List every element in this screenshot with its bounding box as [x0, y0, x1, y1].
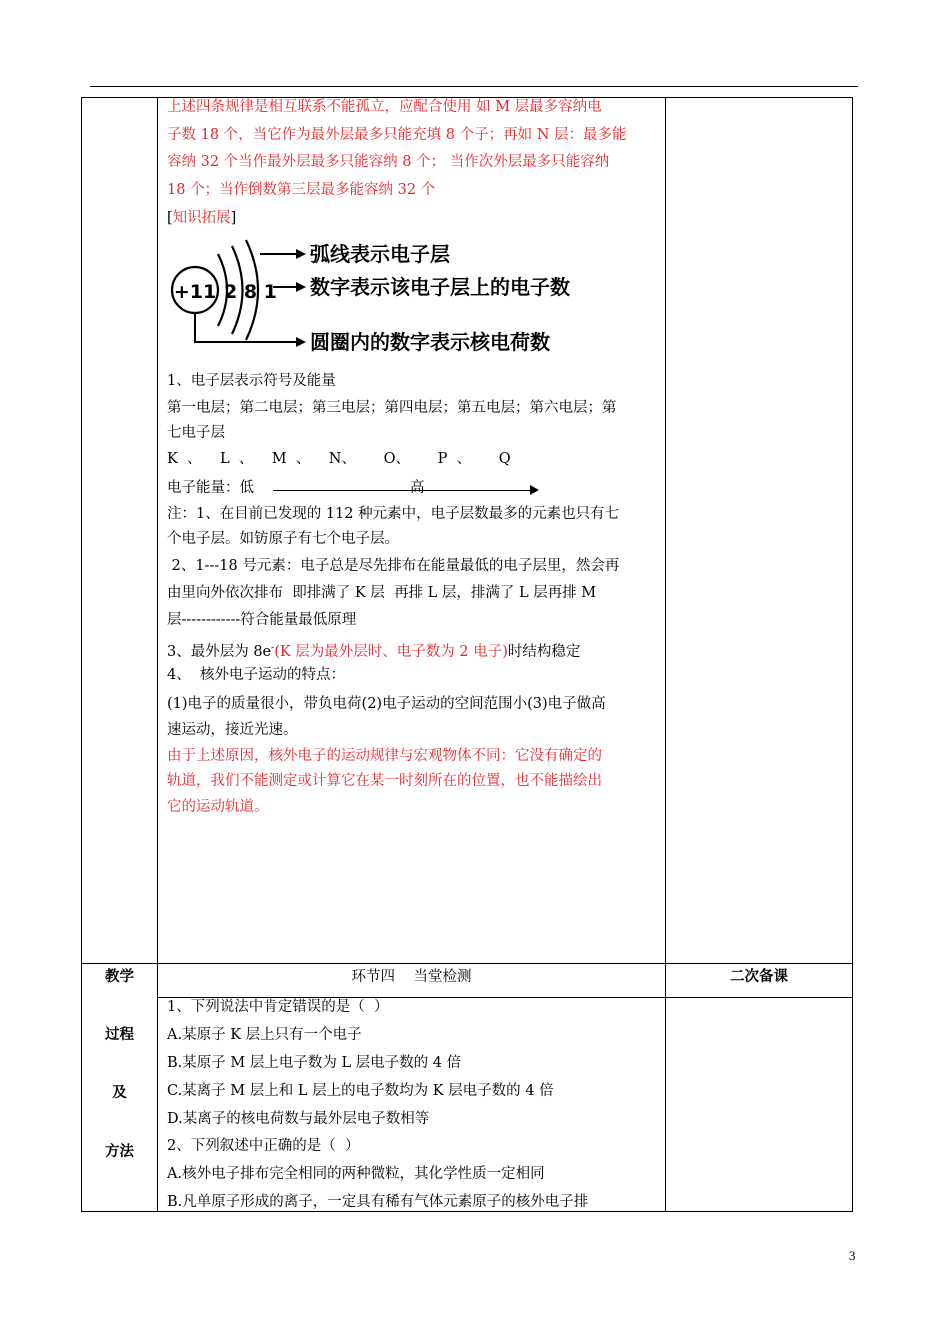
quiz-line: 2、下列叙述中正确的是（ ） — [167, 1138, 360, 1154]
left-col-label-method: 方法 — [105, 1144, 134, 1160]
red-explanation-line: 它的运动轨道。 — [167, 799, 269, 815]
quiz-line: D.某离子的核电荷数与最外层电子数相等 — [167, 1111, 430, 1127]
point4-line: (1)电子的质量很小，带负电荷(2)电子运动的空间范围小(3)电子做高 — [167, 696, 606, 712]
point4-line: 速运动，接近光速。 — [167, 722, 298, 738]
section4-header: 环节四 当堂检测 — [351, 969, 472, 985]
red-explanation-line: 由于上述原因，核外电子的运动规律与宏观物体不同：它没有确定的 — [167, 748, 602, 764]
shell-symbols: K 、 L 、 M 、 N、 O、 P 、 Q — [167, 451, 511, 467]
table-cell-notes-lower — [665, 997, 853, 1212]
point4-title: 4、 核外电子运动的特点： — [167, 667, 345, 683]
rule-text-line: 18 个；当作倒数第三层最多能容纳 32 个 — [167, 182, 436, 198]
left-col-label-and: 及 — [112, 1085, 127, 1101]
left-col-label-process: 过程 — [105, 1027, 134, 1043]
atom-structure-diagram — [160, 232, 660, 362]
point3-line: 3、最外层为 8e-(K 层为最外层时、电子数为 2 电子)时结构稳定 — [167, 643, 581, 660]
rule-text-line: 容纳 32 个当作最外层最多只能容纳 8 个； 当作次外层最多只能容纳 — [167, 154, 610, 170]
quiz-line: A.某原子 K 层上只有一个电子 — [167, 1027, 362, 1043]
red-explanation-line: 轨道，我们不能测定或计算它在某一时刻所在的位置，也不能描绘出 — [167, 773, 602, 789]
section1-title: 1、电子层表示符号及能量 — [167, 373, 336, 389]
note-line: 个电子层。如钫原子有七个电子层。 — [167, 531, 399, 547]
layers-line: 第一电层；第二电层；第三电层；第四电层；第五电层；第六电层；第 — [167, 400, 617, 416]
energy-high: 高 — [410, 480, 425, 496]
knowledge-extension-label: [知识拓展] — [167, 210, 237, 226]
label-number: 数字表示该电子层上的电子数 — [310, 275, 570, 299]
rule-text-line: 上述四条规律是相互联系不能孤立，应配合使用 如 M 层最多容纳电 — [167, 99, 602, 115]
note-line: 2、1---18 号元素：电子总是尽先排布在能量最低的电子层里，然会再 — [167, 558, 620, 574]
quiz-line: 1、下列说法中肯定错误的是（ ） — [167, 999, 389, 1015]
left-col-label-teaching: 教学 — [105, 969, 134, 985]
note-line: 注：1、在目前已发现的 112 种元素中，电子层数最多的元素也只有七 — [167, 506, 620, 522]
electron-counts: 2 8 1 — [224, 281, 277, 303]
table-cell-notes-upper — [665, 97, 853, 964]
layers-line: 七电子层 — [167, 425, 225, 441]
note-line: 由里向外依次排布 即排满了 K 层 再排 L 层，排满了 L 层再排 M — [167, 585, 597, 601]
table-cell-left-upper — [81, 97, 158, 964]
second-prep-header: 二次备课 — [730, 969, 788, 985]
nucleus-charge: +11 — [173, 281, 217, 303]
quiz-line: A.核外电子排布完全相同的两种微粒，其化学性质一定相同 — [167, 1166, 545, 1182]
quiz-line: B.凡单原子形成的离子，一定具有稀有气体元素原子的核外电子排 — [167, 1194, 589, 1210]
quiz-line: C.某离子 M 层上和 L 层上的电子数均为 K 层电子数的 4 倍 — [167, 1083, 554, 1099]
header-rule — [90, 86, 858, 87]
energy-label: 电子能量：低 — [167, 480, 254, 496]
label-arc: 弧线表示电子层 — [310, 242, 450, 266]
quiz-line: B.某原子 M 层上电子数为 L 层电子数的 4 倍 — [167, 1055, 462, 1071]
energy-arrow-line — [273, 490, 535, 491]
energy-arrow-head — [530, 485, 539, 495]
page-number: 3 — [849, 1248, 856, 1263]
rule-text-line: 子数 18 个，当它作为最外层最多只能充填 8 个子；再如 N 层：最多能 — [167, 127, 627, 143]
label-circle: 圆圈内的数字表示核电荷数 — [310, 330, 550, 354]
note-line: 层------------符合能量最低原理 — [167, 612, 357, 628]
